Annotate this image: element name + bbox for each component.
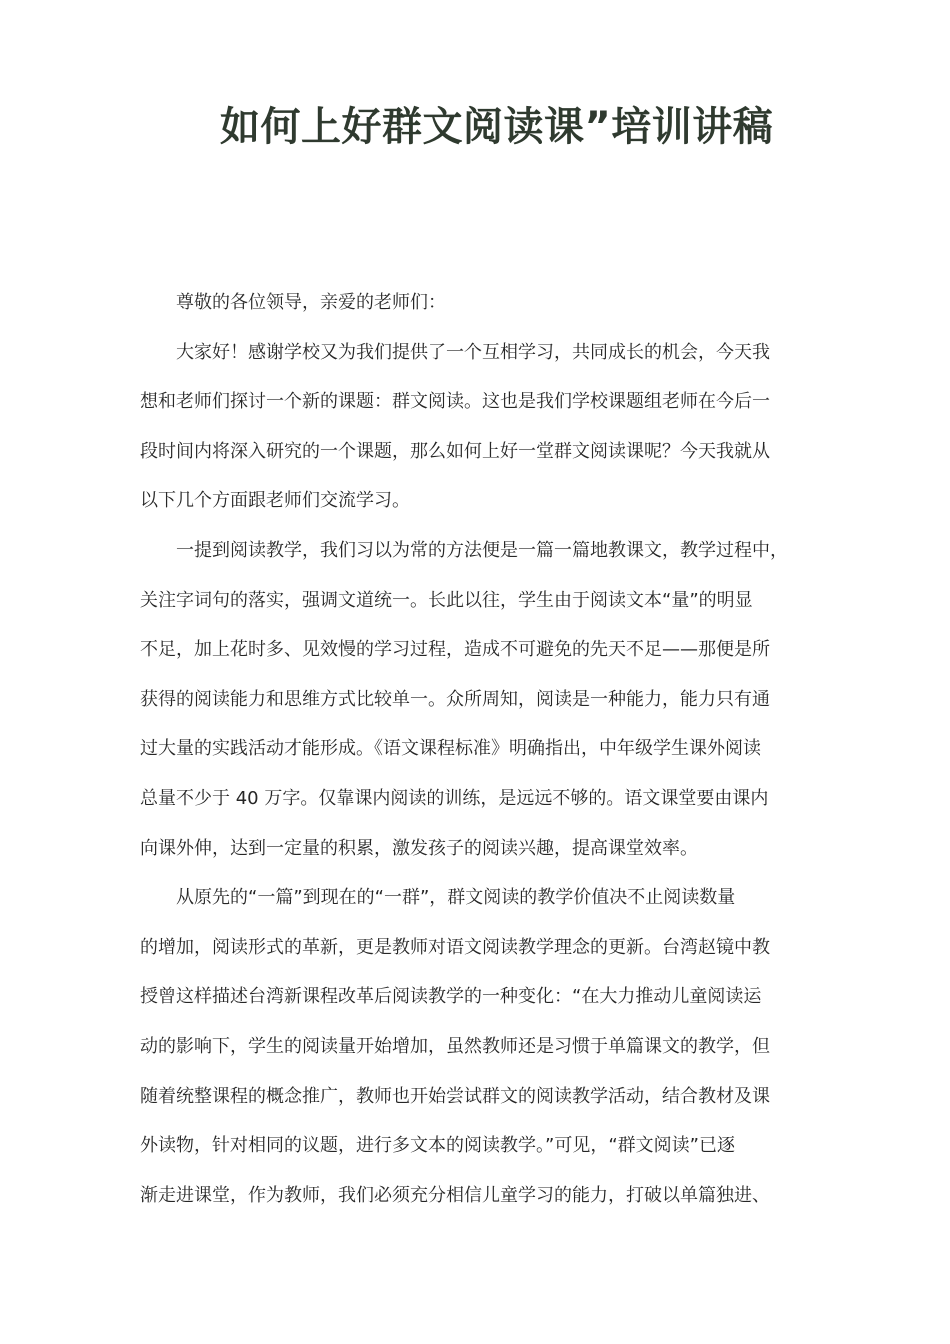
paragraph-line: 想和老师们探讨一个新的课题：群文阅读。这也是我们学校课题组老师在今后一 (140, 391, 770, 413)
paragraph-line: 一提到阅读教学，我们习以为常的方法便是一篇一篇地教课文，教学过程中， (176, 539, 788, 561)
paragraph-line: 渐走进课堂，作为教师，我们必须充分相信儿童学习的能力，打破以单篇独进、 (140, 1184, 770, 1206)
paragraph-line: 关注字词句的落实，强调文道统一。长此以往，学生由于阅读文本“量”的明显 (140, 589, 753, 611)
paragraph-line: 获得的阅读能力和思维方式比较单一。众所周知，阅读是一种能力，能力只有通 (140, 688, 770, 710)
paragraph-line: 尊敬的各位领导，亲爱的老师们： (176, 292, 446, 313)
paragraph-line: 以下几个方面跟老师们交流学习。 (140, 490, 410, 512)
paragraph-line: 外读物，针对相同的议题，进行多文本的阅读教学。”可见，“群文阅读”已逐 (140, 1135, 735, 1157)
paragraph-line: 向课外伸，达到一定量的积累，激发孩子的阅读兴趣，提高课堂效率。 (140, 837, 698, 859)
paragraph-line: 大家好！感谢学校又为我们提供了一个互相学习，共同成长的机会，今天我 (176, 341, 770, 363)
document-body (140, 278, 816, 1220)
paragraph-line: 总量不少于 40 万字。仅靠课内阅读的训练，是远远不够的。语文课堂要由课内 (140, 787, 769, 809)
paragraph (140, 873, 816, 1220)
paragraph-line: 授曾这样描述台湾新课程改革后阅读教学的一种变化：“在大力推动儿童阅读运 (140, 986, 762, 1008)
paragraph (140, 328, 816, 526)
paragraph-line: 不足，加上花时多、见效慢的学习过程，造成不可避免的先天不足——那便是所 (140, 639, 770, 661)
document-title: 如何上好群文阅读课”培训讲稿 (220, 104, 774, 150)
paragraph-line: 段时间内将深入研究的一个课题，那么如何上好一堂群文阅读课呢？今天我就从 (140, 440, 770, 462)
paragraph (140, 526, 816, 873)
paragraph-line: 的增加，阅读形式的革新，更是教师对语文阅读教学理念的更新。台湾赵镜中教 (140, 936, 770, 958)
paragraph (140, 278, 816, 328)
paragraph-line: 动的影响下，学生的阅读量开始增加，虽然教师还是习惯于单篇课文的教学，但 (140, 1035, 770, 1057)
paragraph-line: 从原先的“一篇”到现在的“一群”，群文阅读的教学价值决不止阅读数量 (176, 887, 736, 909)
paragraph-line: 过大量的实践活动才能形成。《语文课程标准》明确指出，中年级学生课外阅读 (140, 738, 761, 760)
paragraph-line: 随着统整课程的概念推广，教师也开始尝试群文的阅读教学活动，结合教材及课 (140, 1085, 770, 1107)
